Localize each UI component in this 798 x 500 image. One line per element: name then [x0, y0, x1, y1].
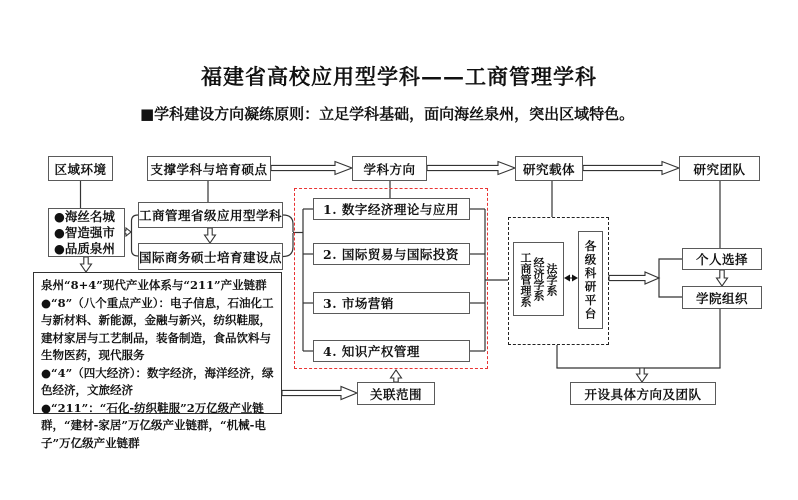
box-research-carrier: 研究载体 [515, 156, 583, 181]
box-departments [513, 242, 564, 316]
direction-item-digital-economy: 1. 数字经济理论与应用 [313, 198, 470, 220]
department-law: 法学系 [545, 262, 558, 296]
industry-item-211: ●“211”：“石化-纺织鞋服”2万亿级产业链群，“建材-家居”万亿级产业链群，“机械-电子”万亿级产业链群 [41, 400, 266, 450]
industry-title: 泉州“8+4”现代产业体系与“211”产业链群 [41, 278, 267, 292]
direction-item-marketing: 3. 市场营销 [313, 292, 470, 314]
box-research-platforms: 各级科研平台 [578, 231, 603, 329]
box-personal-choice: 个人选择 [682, 248, 762, 270]
box-related-scope: 关联范围 [357, 382, 435, 405]
box-concrete-directions-teams: 开设具体方向及团队 [570, 382, 716, 405]
city-feature-item: ●智造强市 [54, 224, 115, 240]
direction-item-international-trade: 2. 国际贸易与国际投资 [313, 243, 470, 265]
department-business-admin: 工商管理系 [519, 251, 532, 307]
city-feature-item: ●品质泉州 [54, 240, 115, 256]
box-support-discipline: 支撑学科与培育硕点 [147, 156, 271, 181]
box-region-environment: 区域环境 [48, 156, 113, 181]
page-title: 福建省高校应用型学科——工商管理学科 [201, 64, 597, 89]
direction-item-intellectual-property: 4. 知识产权管理 [313, 340, 470, 362]
box-research-team: 研究团队 [679, 156, 760, 181]
department-economics: 经济学系 [532, 257, 545, 301]
city-feature-item: ●海丝名城 [54, 208, 115, 224]
box-college-organization: 学院组织 [682, 286, 762, 309]
box-provincial-applied-discipline: 工商管理省级应用型学科 [138, 202, 283, 228]
principle-text: ■学科建设方向凝练原则：立足学科基础，面向海丝泉州，突出区域特色。 [140, 105, 635, 123]
box-city-features [48, 208, 125, 257]
box-quanzhou-industry-system [33, 272, 282, 450]
box-international-business-master: 国际商务硕士培育建设点 [138, 243, 283, 270]
box-discipline-direction: 学科方向 [352, 156, 427, 181]
industry-item-4: ●“4”（四大经济）：数字经济，海洋经济，绿色经济，文旅经济 [41, 365, 274, 397]
industry-item-8: ●“8”（八个重点产业）：电子信息，石油化工与新材料、新能源，金融与新兴，纺织鞋服，建材家居与工艺制品，装备制造，食品饮料与生物医药，现代服务 [41, 295, 274, 362]
